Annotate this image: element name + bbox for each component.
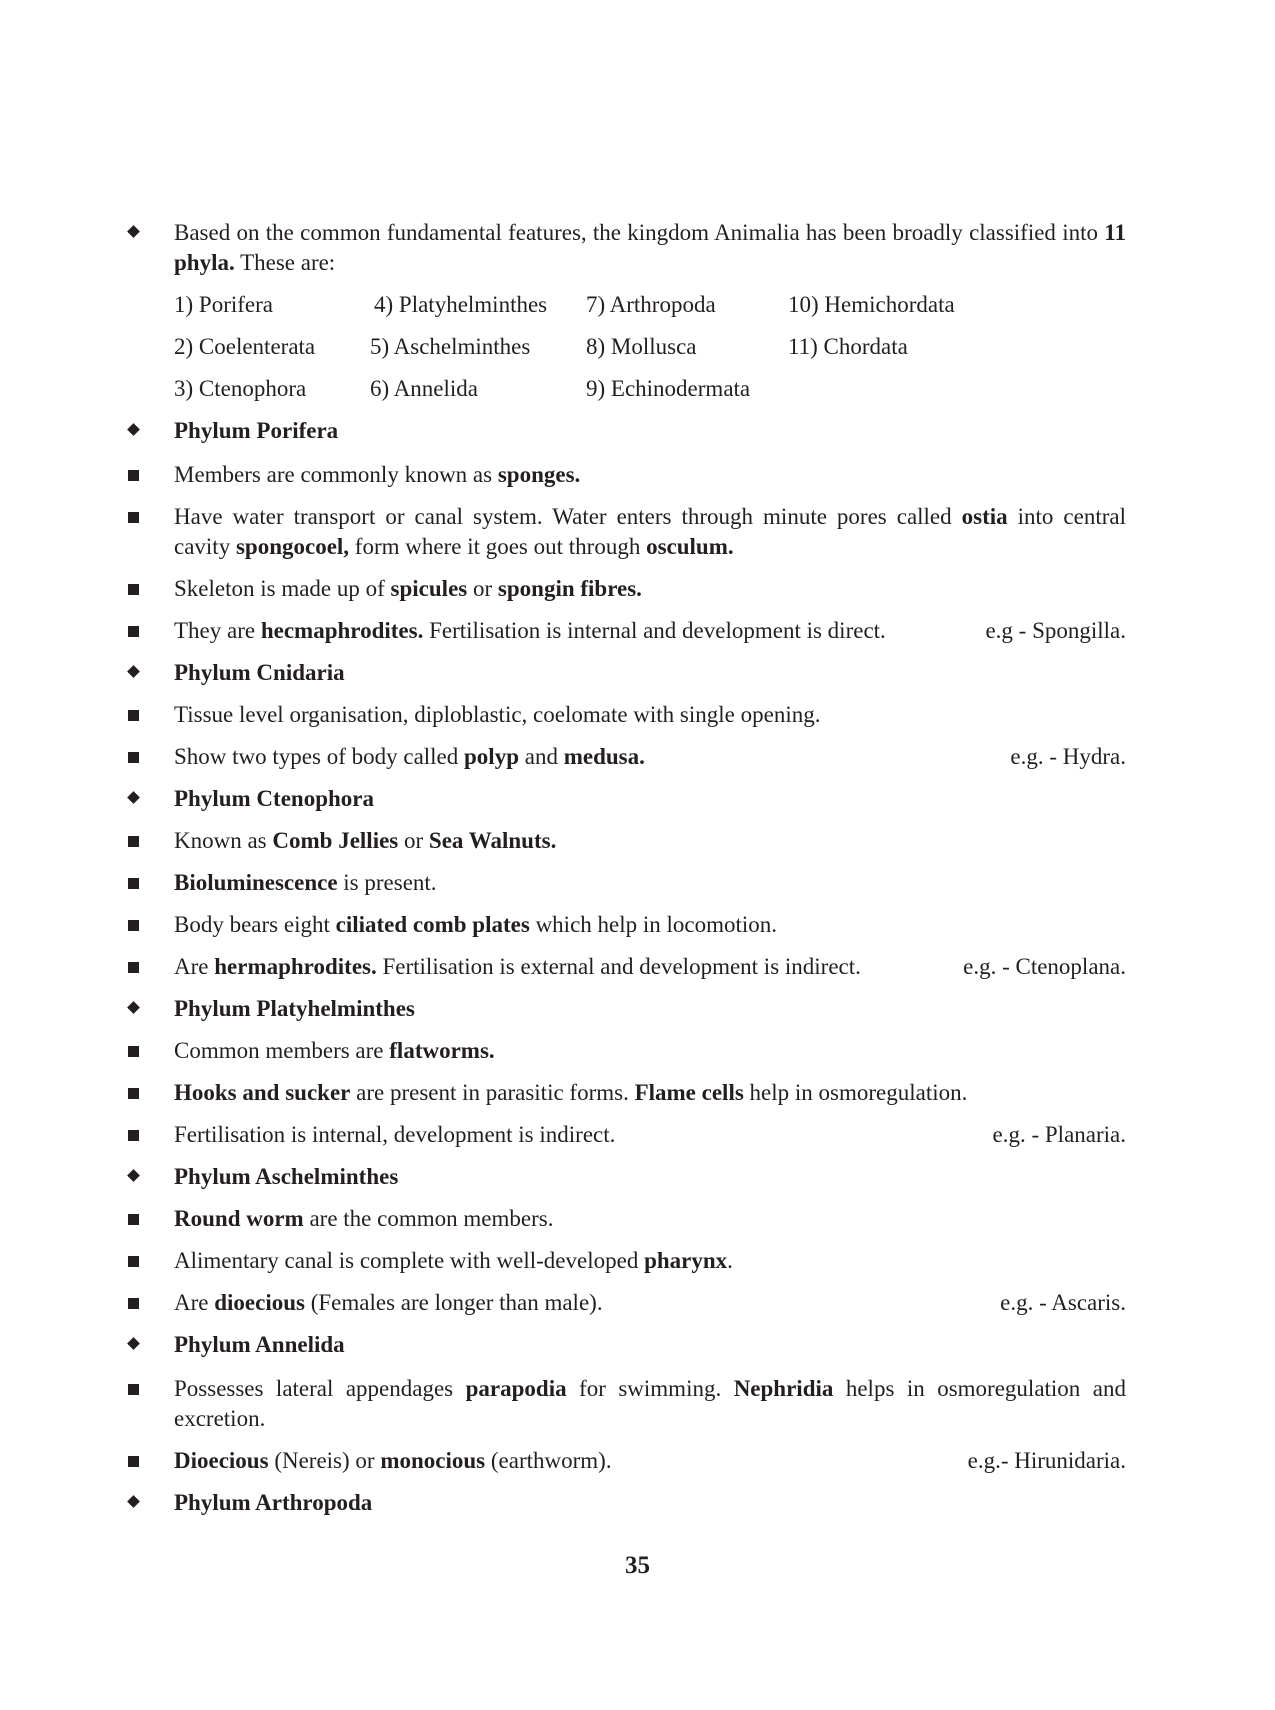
square-bullet-icon xyxy=(126,1204,146,1234)
square-bullet-icon xyxy=(126,952,146,982)
diamond-bullet-icon xyxy=(126,1330,146,1360)
phylum-list-item: 6) Annelida xyxy=(370,376,478,401)
square-bullet-icon xyxy=(126,868,146,898)
diamond-bullet-icon xyxy=(126,218,146,248)
square-bullet-icon xyxy=(126,1246,146,1276)
phylum-list-item: 10) Hemichordata xyxy=(788,292,955,317)
square-bullet-icon xyxy=(126,826,146,856)
diamond-bullet-icon xyxy=(126,1162,146,1192)
square-bullet-icon xyxy=(126,1036,146,1066)
diamond-bullet-icon xyxy=(126,994,146,1024)
example-text: e.g. - Ctenoplana. xyxy=(963,954,1126,979)
phylum-list-item: 2) Coelenterata xyxy=(174,334,316,359)
square-bullet-icon xyxy=(126,460,146,490)
example-text: e.g.- Hirunidaria. xyxy=(967,1448,1126,1473)
diamond-bullet-icon xyxy=(126,1488,146,1518)
square-bullet-icon xyxy=(126,616,146,646)
phylum-list-item: 9) Echinodermata xyxy=(586,376,751,401)
diamond-bullet-icon xyxy=(126,784,146,814)
square-bullet-icon xyxy=(126,1446,146,1476)
example-text: e.g. - Hydra. xyxy=(1010,744,1126,769)
phylum-list-item: 8) Mollusca xyxy=(586,334,697,359)
phylum-list-item: 5) Aschelminthes xyxy=(370,334,531,359)
phylum-list-item: 11) Chordata xyxy=(788,334,908,359)
intro-text: Based on the common fundamental features, the kingdom Animalia has been broadly classified into 11 phyla. These are: xyxy=(174,220,1126,275)
square-bullet-icon xyxy=(126,1288,146,1318)
example-text: e.g. - Planaria. xyxy=(992,1122,1126,1147)
phylum-list-item: 7) Arthropoda xyxy=(586,292,716,317)
phylum-list-item: 3) Ctenophora xyxy=(174,376,307,401)
example-text: e.g - Spongilla. xyxy=(985,618,1126,643)
square-bullet-icon xyxy=(126,742,146,772)
square-bullet-icon xyxy=(126,1078,146,1108)
phylum-list-item: 1) Porifera xyxy=(174,292,273,317)
square-bullet-icon xyxy=(126,700,146,730)
example-text: e.g. - Ascaris. xyxy=(1000,1290,1126,1315)
square-bullet-icon xyxy=(126,574,146,604)
phylum-list-item: 4) Platyhelminthes xyxy=(374,292,548,317)
square-bullet-icon xyxy=(126,1374,146,1404)
square-bullet-icon xyxy=(126,1120,146,1150)
square-bullet-icon xyxy=(126,502,146,532)
document-page: Based on the common fundamental features, the kingdom Animalia has been broadly classified into 11 phyla. These are: 1) Porifera 4) Platyhelminthes 7) Arthropoda 10) Hemichordata 2) Coelenterata 5) Aschelminthes 8) Mollusca 11) Chordata 3) Ctenophora 6) Annelida 9) Echinodermata Phylum Porifera Members are commonly known as sponges. Have water transport or canal system. Water enters through minute pores called ostia into central cavity spongocoel, form where it goes out through osculum. Skeleton is made up of spicules or spongin fibres. e.g - Spongilla. They are hecmaphrodites. Fertilisation is internal and development is direct. Phylum Cnidaria Tissue level organisation, diploblastic, coelomate with single opening. e.g. - Hydra. Show two types of body called polyp and medusa. Phylum Ctenophora Known as Comb Jellies or Sea Walnuts. Bioluminescence is present. Body bears eight ciliated comb plates which help in locomotion. e.g. - Ctenoplana. Are hermaphrodites. Fertilisation is external and development is indirect. Phylum Platyhelminthes Common members are flatworms. Hooks and sucker are present in parasitic forms. Flame cells help in osmoregulation. e.g. - Planaria. Fertilisation is internal, development is indirect. Phylum Aschelminthes Round worm are the common members. Alimentary canal is complete with well-developed pharynx. e.g. - Ascaris. Are dioecious (Females are longer than male). Phylum Annelida Possesses lateral appendages parapodia for swimming. Nephridia helps in osmoregulation and excretion. e.g.- Hirunidaria. Dioecious (Nereis) or monocious (earthworm). Phylum Arthropoda 35 xyxy=(0,0,1275,1710)
diamond-bullet-icon xyxy=(126,416,146,446)
square-bullet-icon xyxy=(126,910,146,940)
diamond-bullet-icon xyxy=(126,658,146,688)
page-number: 35 xyxy=(625,1552,650,1579)
